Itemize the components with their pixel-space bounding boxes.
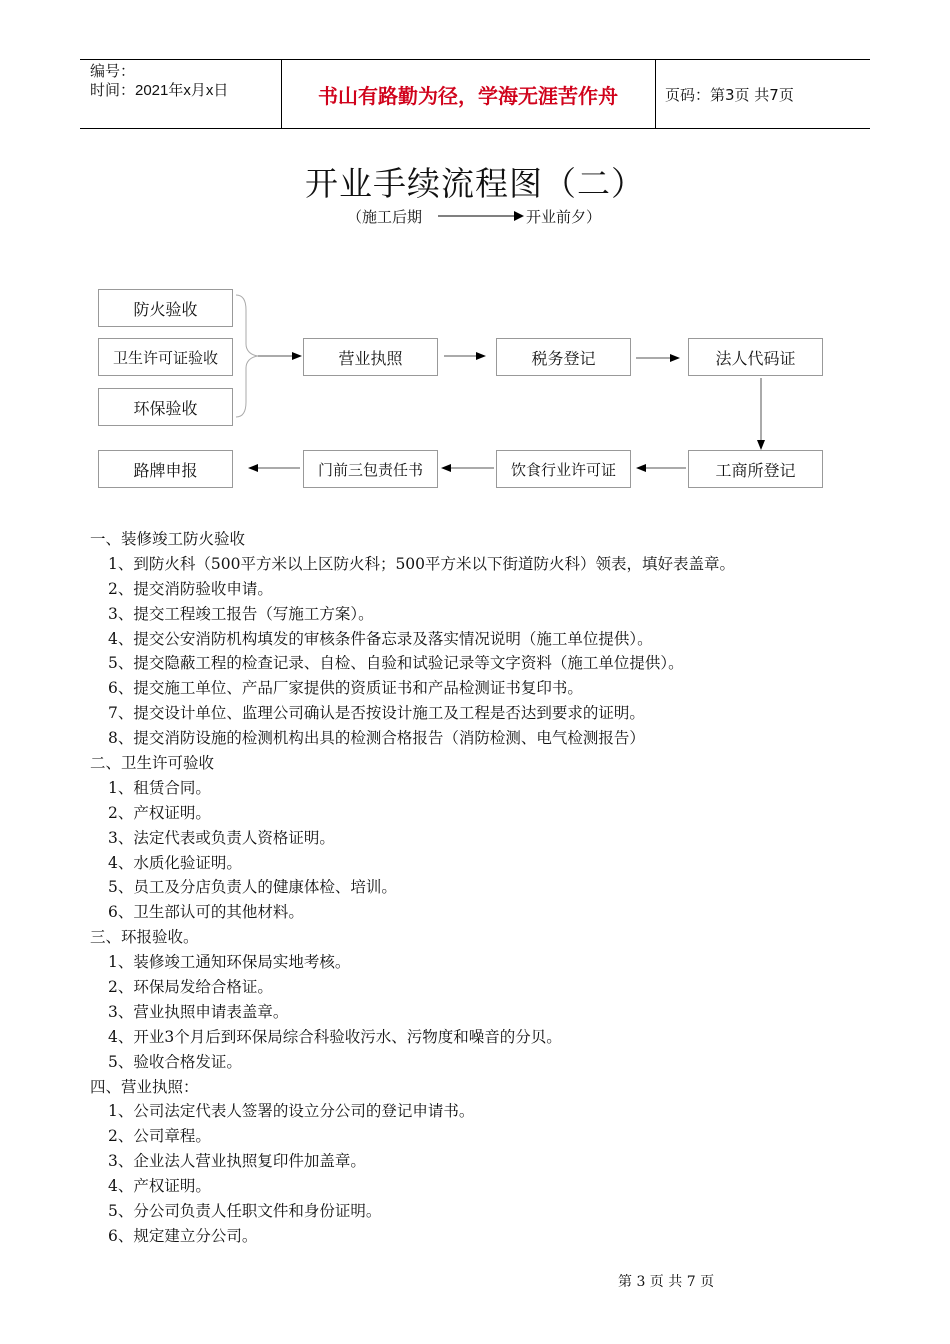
section-heading: 二、卫生许可验收 (90, 754, 215, 773)
subtitle-arrow-icon (438, 210, 524, 222)
list-item: 1、到防火科（500平方米以上区防火科；500平方米以下街道防火科）领表，填好表盖章。 (108, 554, 736, 573)
list-item: 3、企业法人营业执照复印件加盖章。 (108, 1152, 366, 1171)
list-item: 5、提交隐蔽工程的检查记录、自检、自验和试验记录等文字资料（施工单位提供）。 (108, 654, 684, 673)
header-meta (90, 62, 228, 100)
arrow-head-icon (670, 354, 680, 362)
list-item: 6、提交施工单位、产品厂家提供的资质证书和产品检测证书复印书。 (108, 679, 583, 698)
list-item: 1、公司法定代表人签署的设立分公司的登记申请书。 (108, 1102, 475, 1121)
brace-connector (236, 295, 258, 417)
page-header (80, 59, 870, 129)
box-legal-code: 法人代码证 (688, 338, 823, 376)
document-number-label: 编号： (90, 63, 136, 80)
list-item: 3、营业执照申请表盖章。 (108, 1002, 289, 1021)
arrow-head-icon (248, 464, 258, 472)
list-item: 7、提交设计单位、监理公司确认是否按设计施工及工程是否达到要求的证明。 (108, 704, 645, 723)
section-heading: 一、装修竣工防火验收 (90, 530, 246, 548)
page-subtitle (0, 206, 950, 226)
box-env-check: 环保验收 (98, 388, 233, 426)
list-item: 5、验收合格发证。 (108, 1052, 242, 1071)
list-item: 2、公司章程。 (108, 1127, 211, 1146)
list-item: 6、规定建立分公司。 (108, 1226, 258, 1245)
list-item: 2、提交消防验收申请。 (108, 579, 273, 598)
list-item: 3、提交工程竣工报告（写施工方案）。 (108, 604, 374, 623)
document-time: 时间：2021年x月x日 (90, 82, 229, 99)
arrow-head-icon (292, 352, 302, 360)
box-business-license: 营业执照 (303, 338, 438, 376)
arrow-head-icon (636, 464, 646, 472)
list-item: 4、提交公安消防机构填发的审核条件备忘录及落实情况说明（施工单位提供）。 (108, 629, 653, 648)
list-item: 2、环保局发给合格证。 (108, 978, 273, 997)
arrow-head-icon (476, 352, 486, 360)
list-item: 5、分公司负责人任职文件和身份证明。 (108, 1202, 382, 1221)
list-item: 4、产权证明。 (108, 1177, 211, 1196)
arrow-head-icon (441, 464, 451, 472)
box-signboard: 路牌申报 (98, 450, 233, 488)
header-motto: 书山有路勤为径，学海无涯苦作舟 (318, 83, 618, 108)
list-item: 6、卫生部认可的其他材料。 (108, 903, 304, 922)
box-commerce-registration: 工商所登记 (688, 450, 823, 488)
list-item: 8、提交消防设施的检测机构出具的检测合格报告（消防检测、电气检测报告） (108, 729, 645, 748)
box-catering-permit: 饮食行业许可证 (496, 450, 631, 488)
page-title: 开业手续流程图（二） (305, 164, 645, 203)
list-item: 4、水质化验证明。 (108, 853, 242, 872)
list-item: 3、法定代表或负责人资格证明。 (108, 828, 335, 847)
subtitle-to: 开业前夕） (526, 208, 602, 226)
header-page-info: 页码：第3页 共7页 (665, 85, 794, 104)
page-footer: 第 3 页 共 7 页 (618, 1274, 715, 1290)
header-divider (281, 60, 282, 128)
box-health-check: 卫生许可证验收 (98, 338, 233, 376)
box-fire-check: 防火验收 (98, 289, 233, 327)
section-heading: 三、环报验收。 (90, 928, 199, 947)
header-divider (655, 60, 656, 128)
box-three-guarantees: 门前三包责任书 (303, 450, 438, 488)
flowchart (0, 280, 950, 500)
list-item: 2、产权证明。 (108, 803, 211, 822)
subtitle-from: （施工后期 (347, 208, 423, 226)
section-heading: 四、营业执照： (90, 1077, 199, 1096)
list-item: 1、租赁合同。 (108, 778, 211, 797)
list-item: 5、员工及分店负责人的健康体检、培训。 (108, 878, 397, 897)
box-tax-registration: 税务登记 (496, 338, 631, 376)
requirements-list (90, 527, 890, 1249)
list-item: 1、装修竣工通知环保局实地考核。 (108, 953, 351, 972)
list-item: 4、开业3个月后到环保局综合科验收污水、污物度和噪音的分贝。 (108, 1027, 562, 1046)
arrow-head-icon (757, 440, 765, 450)
